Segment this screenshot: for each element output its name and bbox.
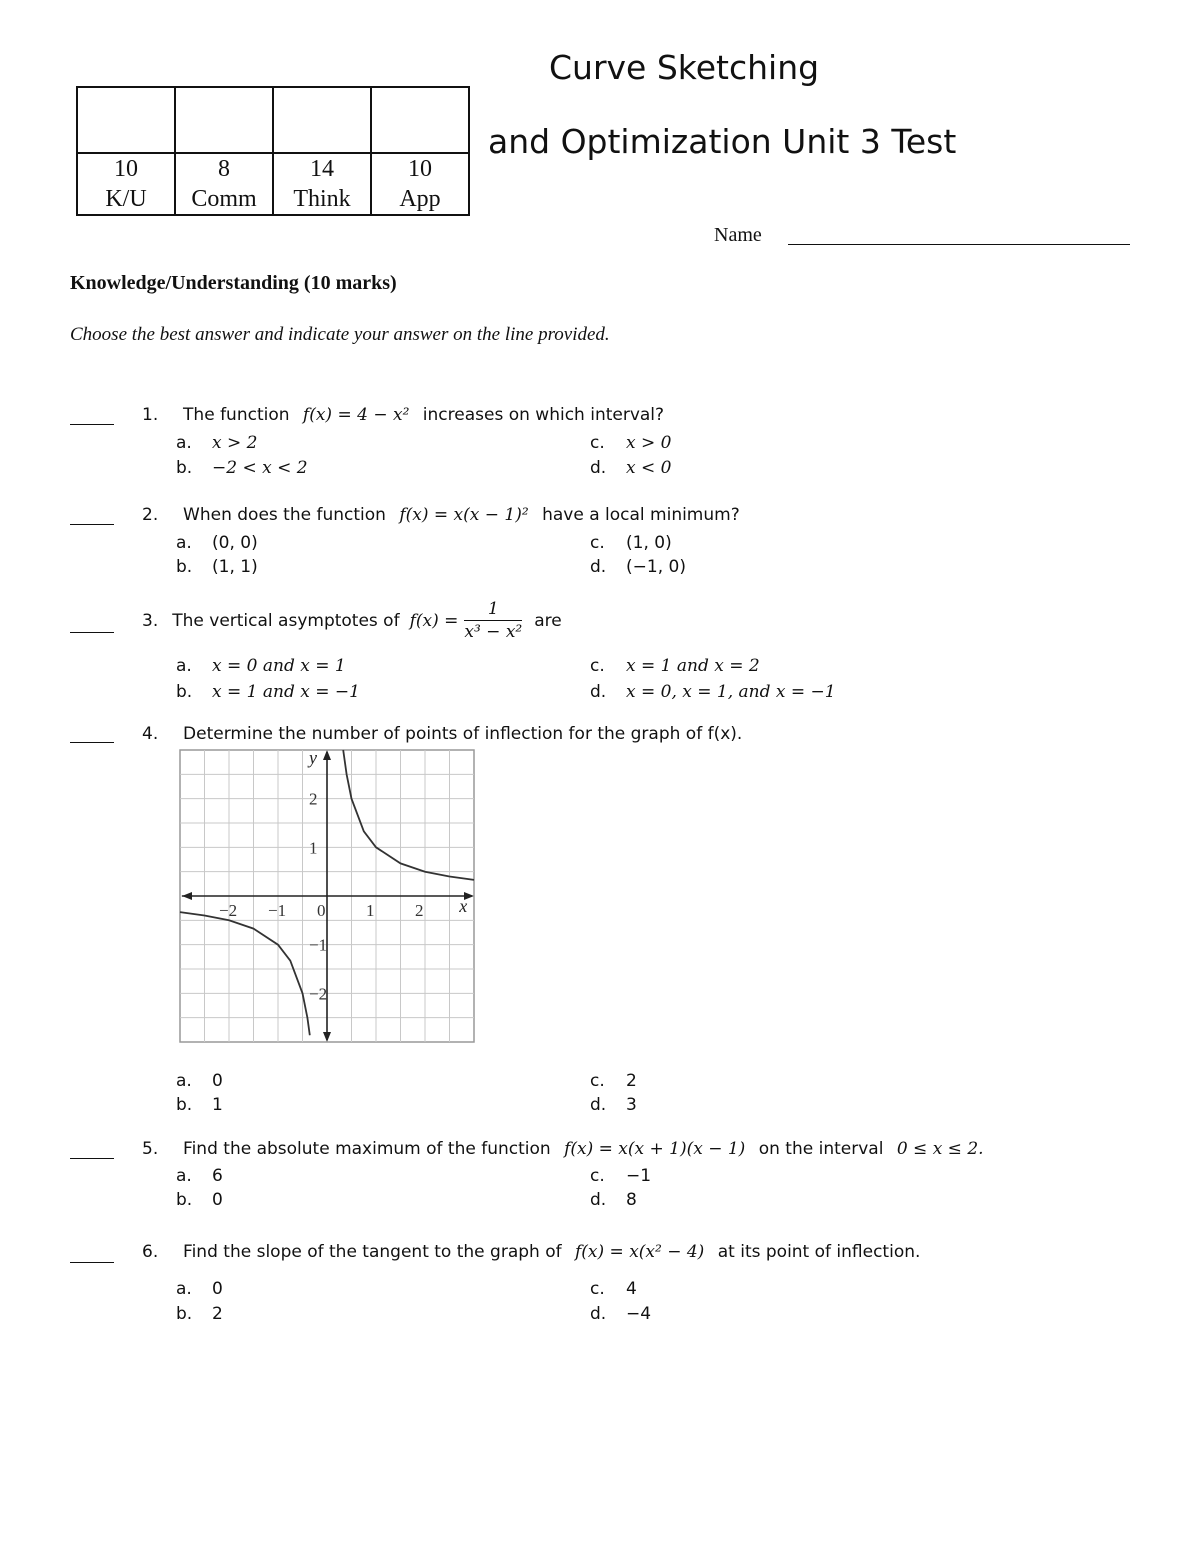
option-text: 2 [212,1304,223,1324]
option-a[interactable]: a. (0, 0) [176,533,258,553]
curve-branch-1 [180,912,310,1035]
marks-value: 10 [114,156,138,182]
answer-blank-2[interactable] [70,524,114,525]
question-formula: f(x) = x(x + 1)(x − 1) [564,1139,746,1159]
answer-blank-5[interactable] [70,1158,114,1159]
marks-cell-ku [77,153,175,215]
question-number: 6. [142,1242,159,1262]
option-text: 0 [212,1071,223,1091]
option-d[interactable]: d. (−1, 0) [590,557,686,577]
option-a[interactable]: a. x = 0 and x = 1 [176,656,346,676]
question-formula: f(x) = x(x − 1)² [399,505,529,525]
option-b[interactable]: b. 0 [176,1190,223,1210]
marks-value: 8 [218,156,230,182]
marks-value: 10 [408,156,432,182]
question-2 [142,505,740,525]
section-heading: Knowledge/Understanding (10 marks) [70,272,397,294]
fraction-denominator: x³ − x² [464,622,523,642]
graph-tick-labels [219,748,467,1003]
question-prompt: Find the slope of the tangent to the graph of [183,1242,562,1262]
marks-category: Think [293,186,351,212]
function-graph [178,748,476,1044]
question-number: 1. [142,405,159,425]
answer-blank-4[interactable] [70,742,114,743]
question-suffix: increases on which interval? [422,405,665,425]
x-tick-label: 2 [415,901,424,920]
marks-cell-comm [175,153,273,215]
x-tick-label: −1 [268,901,287,920]
question-number: 4. [142,724,159,744]
y-tick-label: 1 [309,838,318,858]
question-number: 5. [142,1139,159,1159]
option-c[interactable]: c. x > 0 [590,433,672,453]
option-text: x = 0, x = 1, and x = −1 [626,682,836,702]
question-5 [142,1139,984,1159]
option-text: −2 < x < 2 [212,458,308,478]
option-c[interactable]: c. 2 [590,1071,637,1091]
option-c[interactable]: c. (1, 0) [590,533,672,553]
question-number: 2. [142,505,159,525]
question-suffix: at its point of inflection. [717,1242,921,1262]
question-fraction [464,598,522,643]
question-suffix: are [534,610,562,631]
option-text: 0 [212,1279,223,1299]
curve-branch-2 [343,750,474,880]
option-a[interactable]: a. 0 [176,1071,223,1091]
option-c[interactable]: c. x = 1 and x = 2 [590,656,760,676]
question-formula: f(x) = x(x² − 4) [575,1242,705,1262]
question-interval: 0 ≤ x ≤ 2. [896,1139,984,1159]
option-d[interactable]: d. x = 0, x = 1, and x = −1 [590,682,836,702]
score-cell-ku[interactable] [77,87,175,153]
fraction-numerator: 1 [464,598,522,621]
option-text: 8 [626,1190,637,1210]
option-b[interactable]: b. 1 [176,1095,223,1115]
score-cell-app[interactable] [371,87,469,153]
marks-value: 14 [310,156,334,182]
answer-blank-3[interactable] [70,632,114,633]
option-text: 0 [212,1190,223,1210]
x-tick-label: 0 [317,901,326,920]
question-4 [142,724,742,744]
marks-category: K/U [105,186,147,212]
x-tick-label: −2 [219,901,238,920]
option-text: 1 [212,1095,223,1115]
y-axis-arrow-down [323,1032,331,1042]
question-3 [142,598,562,643]
score-cell-comm[interactable] [175,87,273,153]
option-text: 3 [626,1095,637,1115]
option-d[interactable]: d. 3 [590,1095,637,1115]
question-6 [142,1242,920,1262]
option-text: x > 2 [212,433,258,453]
option-text: x < 0 [626,458,672,478]
option-b[interactable]: b. x = 1 and x = −1 [176,682,360,702]
y-tick-label: −1 [309,935,328,955]
option-c[interactable]: c. 4 [590,1279,637,1299]
option-text: x = 1 and x = −1 [212,682,360,702]
question-number: 3. [142,610,159,631]
option-a[interactable]: a. 0 [176,1279,223,1299]
x-tick-label: 1 [366,901,375,920]
question-prompt: When does the function [183,505,386,525]
score-cell-think[interactable] [273,87,371,153]
option-c[interactable]: c. −1 [590,1166,652,1186]
option-d[interactable]: d. 8 [590,1190,637,1210]
instructions: Choose the best answer and indicate your answer on the line provided. [70,324,610,345]
option-text: (1, 0) [626,533,672,553]
option-a[interactable]: a. x > 2 [176,433,258,453]
question-1 [142,405,664,425]
marks-table [76,86,470,216]
question-prompt: The vertical asymptotes of [172,610,400,631]
answer-blank-6[interactable] [70,1262,114,1263]
y-axis-label: y [309,748,317,768]
x-axis-label: x [459,896,468,916]
option-text: (0, 0) [212,533,258,553]
option-b[interactable]: b. (1, 1) [176,557,258,577]
question-suffix: on the interval [758,1139,884,1159]
y-tick-label: 2 [309,789,318,809]
option-text: 6 [212,1166,223,1186]
question-prompt: The function [183,405,290,425]
x-axis-arrow-left [182,892,192,900]
graph-axes [182,750,474,1042]
option-text: x = 0 and x = 1 [212,656,346,676]
question-prompt: Determine the number of points of inflection for the graph of f(x). [183,724,743,744]
name-field[interactable] [788,244,1130,245]
option-text: 4 [626,1279,637,1299]
y-axis-arrow-up [323,750,331,760]
marks-cell-app [371,153,469,215]
option-text: (−1, 0) [626,557,686,577]
option-b[interactable]: b. 2 [176,1304,223,1324]
option-a[interactable]: a. 6 [176,1166,223,1186]
option-b[interactable]: b. −2 < x < 2 [176,458,308,478]
name-label: Name [714,224,762,246]
y-tick-label: −2 [309,984,328,1004]
title-line-2: and Optimization Unit 3 Test [488,122,957,161]
marks-cell-think [273,153,371,215]
option-text: −4 [626,1304,652,1324]
question-formula: f(x) = 4 − x² [302,405,410,425]
option-d[interactable]: d. x < 0 [590,458,672,478]
option-text: x > 0 [626,433,672,453]
marks-category: App [399,186,441,212]
title-line-1: Curve Sketching [549,48,820,87]
option-text: (1, 1) [212,557,258,577]
question-suffix: have a local minimum? [542,505,740,525]
marks-category: Comm [191,186,257,212]
answer-blank-1[interactable] [70,424,114,425]
option-text: −1 [626,1166,652,1186]
question-prompt: Find the absolute maximum of the function [183,1139,551,1159]
option-d[interactable]: d. −4 [590,1304,652,1324]
option-text: 2 [626,1071,637,1091]
question-formula-lhs: f(x) = [409,610,459,631]
option-text: x = 1 and x = 2 [626,656,760,676]
